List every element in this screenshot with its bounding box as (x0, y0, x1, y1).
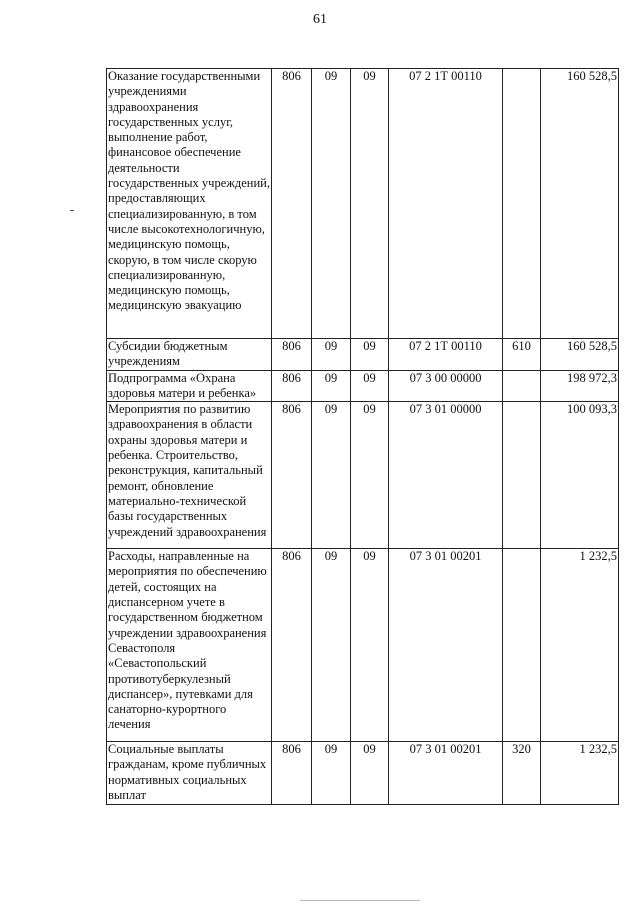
ministry-code: 806 (272, 402, 312, 549)
amount-value: 160 528,5 (541, 339, 619, 371)
subsection-code: 09 (351, 69, 389, 339)
row-description: Оказание государственными учреждениями здравоохранения государственных услуг, выполнение работ, финансовое обеспечение деятельности государственных учреждений, предоставляющих специализированную, в том числе высокотехнологичную, медицинскую помощь, скорую, в том числе скорую специализированную, медицинскую помощь, медицинскую эвакуацию (107, 69, 272, 339)
table-row (107, 549, 619, 742)
ministry-code: 806 (272, 339, 312, 371)
target-item-code: 07 3 01 00201 (389, 549, 503, 742)
target-item-code: 07 2 1Т 00110 (389, 69, 503, 339)
target-item-code: 07 3 01 00000 (389, 402, 503, 549)
table-row (107, 402, 619, 549)
amount-value: 198 972,3 (541, 370, 619, 402)
subsection-code: 09 (351, 742, 389, 805)
target-item-code: 07 2 1Т 00110 (389, 339, 503, 371)
expense-type-code: 320 (503, 742, 541, 805)
section-code: 09 (312, 742, 351, 805)
section-code: 09 (312, 370, 351, 402)
subsection-code: 09 (351, 370, 389, 402)
amount-value: 1 232,5 (541, 742, 619, 805)
subsection-code: 09 (351, 402, 389, 549)
ministry-code: 806 (272, 69, 312, 339)
scan-edge-line (300, 900, 420, 901)
amount-value: 160 528,5 (541, 69, 619, 339)
expense-type-code (503, 549, 541, 742)
subsection-code: 09 (351, 339, 389, 371)
row-description: Подпрограмма «Охрана здоровья матери и ребенка» (107, 370, 272, 402)
expense-type-code (503, 402, 541, 549)
table-row (107, 370, 619, 402)
ministry-code: 806 (272, 549, 312, 742)
target-item-code: 07 3 00 00000 (389, 370, 503, 402)
section-code: 09 (312, 549, 351, 742)
table-row (107, 742, 619, 805)
budget-table (106, 68, 619, 805)
expense-type-code (503, 69, 541, 339)
amount-value: 1 232,5 (541, 549, 619, 742)
section-code: 09 (312, 339, 351, 371)
amount-value: 100 093,3 (541, 402, 619, 549)
ministry-code: 806 (272, 370, 312, 402)
target-item-code: 07 3 01 00201 (389, 742, 503, 805)
row-description: Мероприятия по развитию здравоохранения в области охраны здоровья матери и ребенка. Строительство, реконструкция, капитальный ремонт, обновление материально-технической базы государственных учреждений здравоохранения (107, 402, 272, 549)
page-number: 61 (313, 12, 327, 27)
expense-type-code: 610 (503, 339, 541, 371)
row-description: Субсидии бюджетным учреждениям (107, 339, 272, 371)
expense-type-code (503, 370, 541, 402)
row-description: Социальные выплаты гражданам, кроме публичных нормативных социальных выплат (107, 742, 272, 805)
ministry-code: 806 (272, 742, 312, 805)
section-code: 09 (312, 402, 351, 549)
table-row (107, 69, 619, 339)
subsection-code: 09 (351, 549, 389, 742)
row-description: Расходы, направленные на мероприятия по обеспечению детей, состоящих на диспансерном учете в государственном бюджетном учреждении здравоохранения Севастополя «Севастопольский противотуберкулезный диспансер», путевками для санаторно-курортного лечения (107, 549, 272, 742)
section-code: 09 (312, 69, 351, 339)
table-row (107, 339, 619, 371)
scan-speck (70, 210, 74, 211)
